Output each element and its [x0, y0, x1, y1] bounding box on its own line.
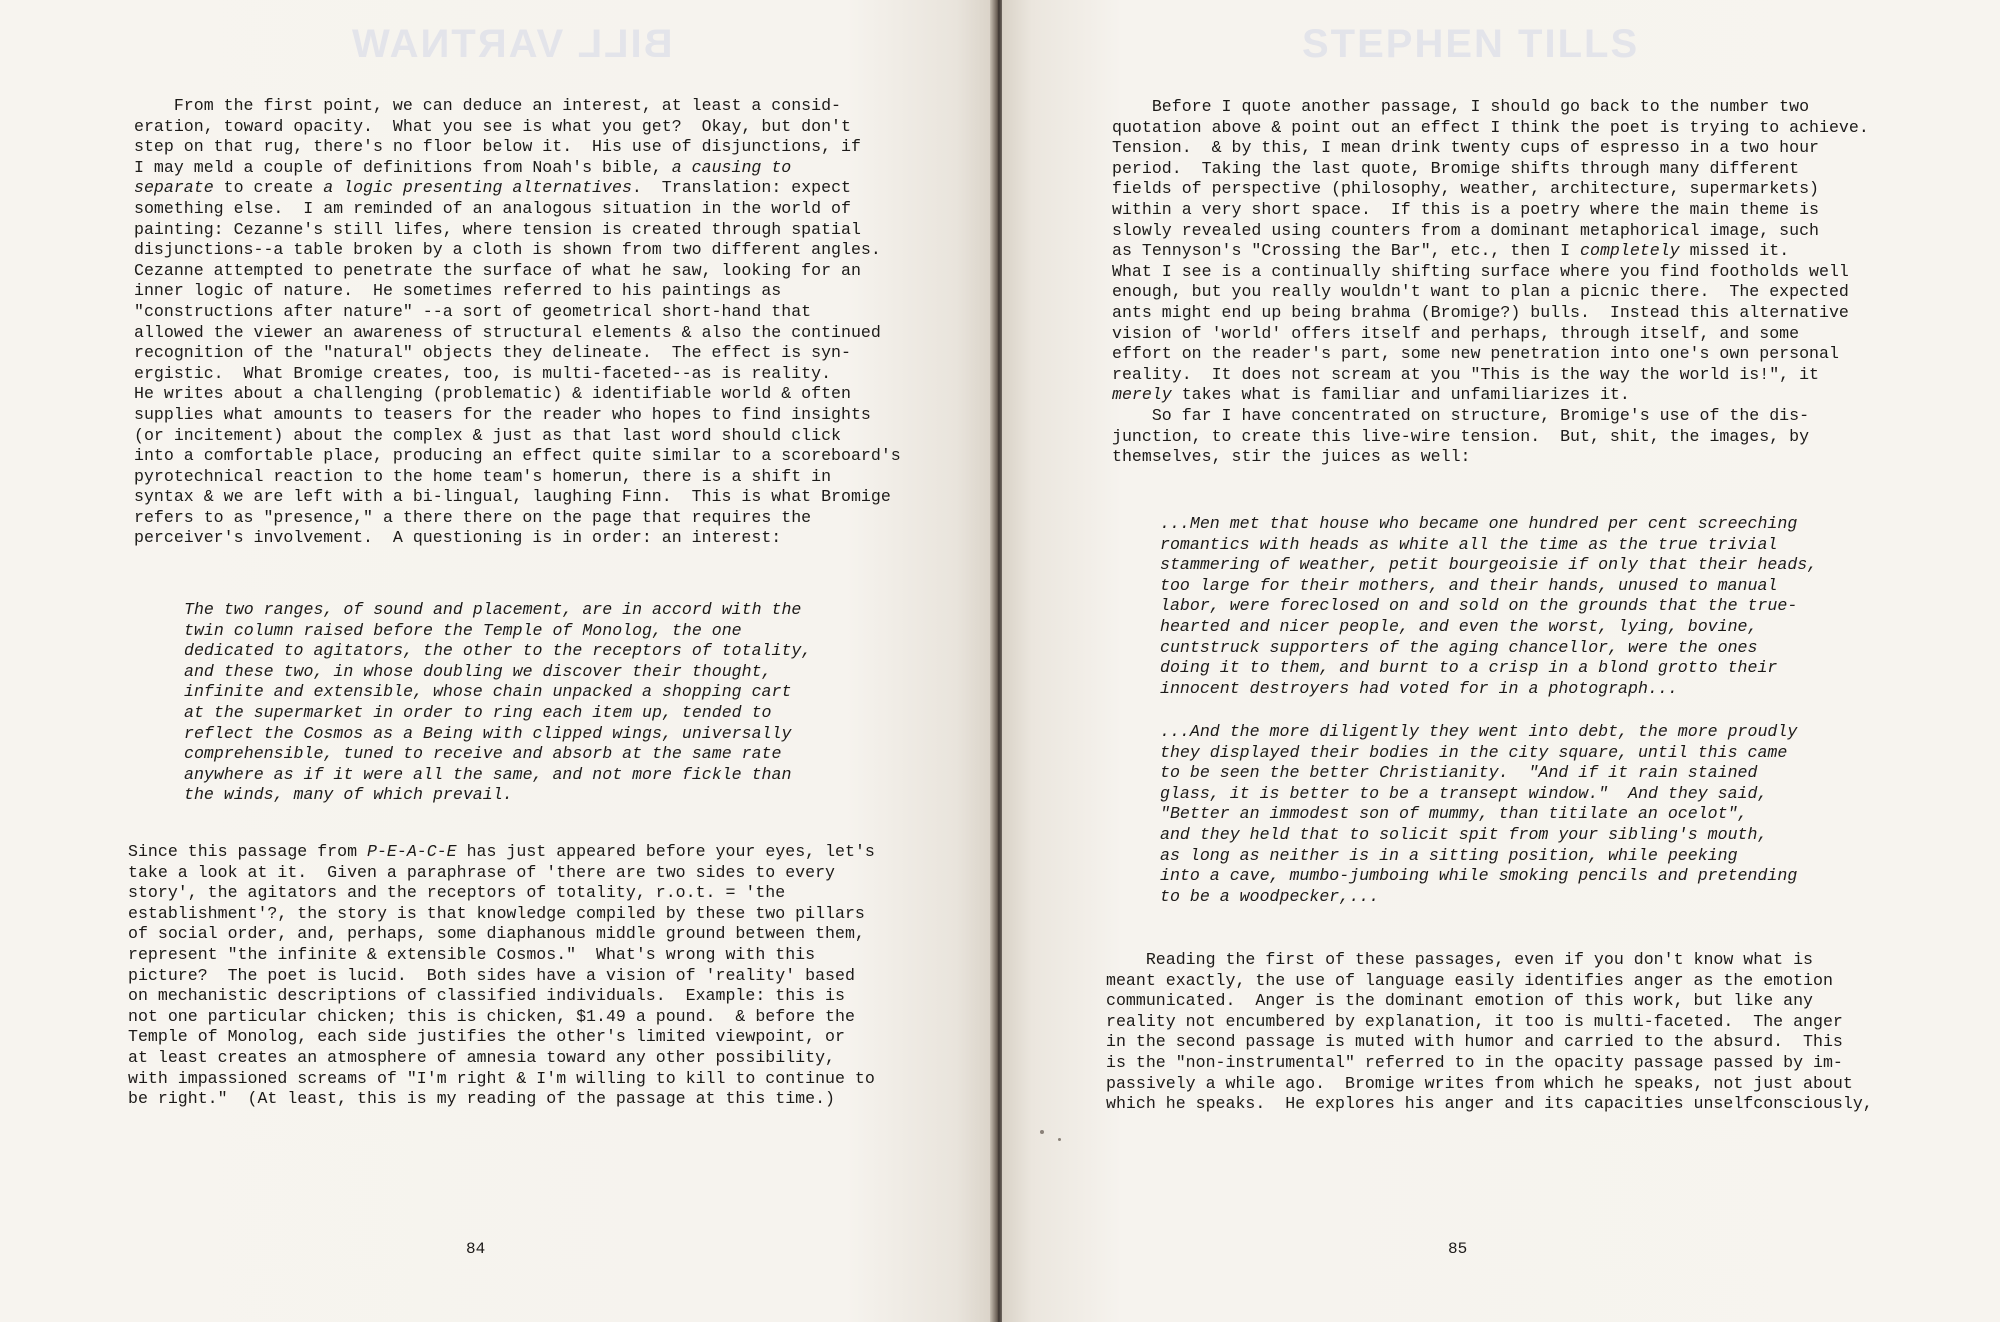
- text-run: So far I have concentrated on structure, Bromige's use of the dis-: [1112, 405, 1810, 425]
- text-line: [134, 302, 901, 323]
- text-run: And they said,: [1608, 783, 1768, 803]
- text-line: comprehensible, tuned to receive and absorb at the same rate: [184, 744, 782, 764]
- show-through-heading: STEPHEN TILLS: [1302, 22, 1640, 66]
- text-run: perceiver's involvement. A questioning is in order: an interest:: [134, 528, 782, 548]
- text-run: which he speaks. He explores his anger and its capacities unselfconsciously,: [1106, 1094, 1873, 1114]
- text-run: communicated. Anger is the dominant emotion of this work, but like any: [1106, 991, 1814, 1011]
- text-run: "constructions after nature" --a sort of geometrical short-hand that: [134, 301, 812, 321]
- text-line: [1160, 825, 1797, 846]
- text-line: [1160, 784, 1797, 805]
- text-run: into a comfortable place, producing an effect quite similar to a scoreboard's: [134, 446, 901, 466]
- text-run: Tension. & by this, I mean drink twenty cups of espresso in a two hour: [1112, 138, 1820, 158]
- text-line: [128, 1069, 875, 1090]
- text-line: [134, 220, 901, 241]
- text-line: [134, 343, 901, 364]
- text-line: [1112, 303, 1869, 324]
- text-line: [1106, 1094, 1873, 1115]
- text-line: [134, 508, 901, 529]
- text-line: [1106, 1012, 1873, 1033]
- text-line: [134, 446, 901, 467]
- text-line: labor, were foreclosed on and sold on the grounds that the true-: [1160, 596, 1798, 616]
- text-line: [1112, 344, 1869, 365]
- text-line: [128, 1048, 875, 1069]
- paper-speck: [1058, 1138, 1061, 1141]
- text-run: meant exactly, the use of language easily identifies anger as the emotion: [1106, 970, 1833, 990]
- paragraph: [1106, 950, 1873, 1115]
- text-run: themselves, stir the juices as well:: [1112, 447, 1471, 467]
- text-line: [134, 528, 901, 549]
- text-line: [1112, 447, 1869, 468]
- text-run: I may meld a couple of definitions from Noah's bible,: [134, 157, 672, 177]
- text-line: [128, 842, 875, 863]
- paragraph: [128, 842, 875, 1110]
- text-line: [128, 1007, 875, 1028]
- text-run: on mechanistic descriptions of classified individuals. Example: this is: [128, 986, 845, 1006]
- page-number: 85: [1448, 1240, 1468, 1258]
- paragraph: [1112, 97, 1869, 468]
- text-run: be right." (At least, this is my reading of the passage at this time.): [128, 1089, 836, 1109]
- text-line: [1112, 221, 1869, 242]
- text-line: [128, 863, 875, 884]
- text-line: [1106, 991, 1873, 1012]
- text-line: [1112, 282, 1869, 303]
- text-run: From the first point, we can deduce an interest, at least a consid-: [134, 96, 842, 115]
- text-run: recognition of the "natural" objects they delineate. The effect is syn-: [134, 343, 851, 363]
- page-number: 84: [466, 1240, 486, 1258]
- show-through-heading: BILL VARTNAW: [350, 22, 673, 66]
- text-run: into a cave, mumbo-jumboing while smoking pencils and pretending: [1160, 866, 1798, 886]
- text-run: "And if it rain stained: [1508, 763, 1758, 783]
- text-line: [1160, 722, 1797, 743]
- text-line: [134, 158, 901, 179]
- text-line: romantics with heads as white all the time as the true trivial: [1160, 534, 1778, 554]
- text-run: Since this passage from: [128, 842, 367, 861]
- text-line: [1106, 950, 1873, 971]
- text-run: ants might end up being brahma (Bromige?) bulls. Instead this alternative: [1112, 302, 1849, 322]
- text-line: and these two, in whose doubling we discover their thought,: [184, 661, 772, 681]
- text-line: ...Men met that house who became one hundred per cent screeching: [1160, 514, 1798, 533]
- text-run: quotation above & point out an effect I think the poet is trying to achieve.: [1112, 117, 1869, 137]
- text-run: represent "the infinite & extensible Cosmos." What's wrong with this: [128, 944, 816, 964]
- text-line: [128, 924, 875, 945]
- text-run: of social order, and, perhaps, some diaphanous middle ground between them,: [128, 924, 865, 944]
- text-line: [128, 883, 875, 904]
- text-line: [1106, 1074, 1873, 1095]
- text-line: [1112, 406, 1869, 427]
- text-line: [1112, 324, 1869, 345]
- text-run: Cezanne attempted to penetrate the surface of what he saw, looking for an: [134, 260, 861, 280]
- text-line: [1160, 887, 1797, 908]
- text-line: [1160, 763, 1797, 784]
- text-run: What I see is a continually shifting surface where you find footholds well: [1112, 261, 1849, 281]
- text-line: [134, 117, 901, 138]
- text-line: [1112, 241, 1869, 262]
- text-line: [1160, 866, 1797, 887]
- text-run: refers to as "presence," a there there on the page that requires the: [134, 507, 812, 527]
- text-line: [1160, 804, 1797, 825]
- text-line: [134, 96, 901, 117]
- paragraph: [134, 96, 901, 549]
- text-run: completely: [1580, 241, 1680, 261]
- text-line: [1112, 179, 1869, 200]
- right-page: [1002, 0, 2000, 1322]
- text-run: as long as neither is in a sitting position, while peeking: [1160, 845, 1738, 865]
- text-line: [134, 281, 901, 302]
- text-line: [128, 966, 875, 987]
- block-quote: [1160, 722, 1797, 907]
- text-run: eration, toward opacity. What you see is what you get? Okay, but don't: [134, 116, 851, 136]
- text-run: Before I quote another passage, I should go back to the number two: [1112, 97, 1810, 116]
- text-line: [134, 323, 901, 344]
- text-run: reality. It does not scream at you "This is the way the world is!", it: [1112, 364, 1820, 384]
- text-run: to be seen the better Christianity.: [1160, 763, 1509, 783]
- text-run: picture? The poet is lucid. Both sides have a vision of 'reality' based: [128, 965, 855, 985]
- text-run: glass, it is better to be a transept window.": [1160, 783, 1609, 803]
- text-line: [1112, 97, 1869, 118]
- text-line: [1112, 385, 1869, 406]
- text-run: not one particular chicken; this is chicken, $1.49 a pound. & before the: [128, 1006, 855, 1026]
- text-run: takes what is familiar and unfamiliarizes it.: [1171, 385, 1630, 405]
- text-line: [128, 1089, 875, 1110]
- text-line: [1160, 846, 1797, 867]
- text-line: stammering of weather, petit bourgeoisie if only that their heads,: [1160, 555, 1818, 575]
- text-line: [128, 904, 875, 925]
- text-run: fields of perspective (philosophy, weather, architecture, supermarkets): [1112, 179, 1820, 199]
- text-run: vision of 'world' offers itself and perhaps, through itself, and some: [1112, 323, 1800, 343]
- text-run: ergistic. What Bromige creates, too, is multi-faceted--as is reality.: [134, 363, 832, 383]
- text-line: innocent destroyers had voted for in a photograph...: [1160, 678, 1678, 698]
- text-run: a causing to: [671, 157, 792, 177]
- text-run: as Tennyson's "Crossing the Bar", etc., then I: [1112, 241, 1581, 261]
- text-run: Reading the first of these passages, even if you don't know what is: [1106, 950, 1814, 969]
- text-line: [1112, 200, 1869, 221]
- text-line: [1106, 1032, 1873, 1053]
- text-line: at the supermarket in order to ring each item up, tended to: [184, 702, 772, 722]
- paper-speck: [1040, 1130, 1044, 1134]
- text-run: pyrotechnical reaction to the home team's homerun, there is a shift in: [134, 466, 832, 486]
- text-line: [134, 261, 901, 282]
- text-run: take a look at it. Given a paraphrase of 'there are two sides to every: [128, 862, 836, 882]
- text-run: inner logic of nature. He sometimes referred to his paintings as: [134, 281, 782, 301]
- text-line: [134, 405, 901, 426]
- text-line: [134, 426, 901, 447]
- text-run: disjunctions--a table broken by a cloth is shown from two different angles.: [134, 240, 881, 260]
- text-line: [134, 364, 901, 385]
- text-run: a logic presenting alternatives: [323, 178, 632, 198]
- text-run: allowed the viewer an awareness of structural elements & also the continued: [134, 322, 881, 342]
- text-line: [128, 1027, 875, 1048]
- text-run: painting: Cezanne's still lifes, where tension is created through spatial: [134, 219, 861, 239]
- text-line: hearted and nicer people, and even the worst, lying, bovine,: [1160, 616, 1758, 636]
- text-line: [134, 384, 901, 405]
- text-run: "Better an immodest son of mummy, than titilate an ocelot",: [1160, 804, 1748, 824]
- text-line: [1160, 743, 1797, 764]
- text-run: they displayed their bodies in the city square, until this came: [1160, 742, 1788, 762]
- text-line: twin column raised before the Temple of Monolog, the one: [184, 620, 742, 640]
- text-line: [134, 199, 901, 220]
- text-run: syntax & we are left with a bi-lingual, laughing Finn. This is what Bromige: [134, 487, 891, 507]
- text-line: [128, 945, 875, 966]
- text-line: [134, 467, 901, 488]
- text-line: [1106, 1053, 1873, 1074]
- text-line: [1106, 971, 1873, 992]
- text-run: separate: [134, 178, 214, 198]
- text-run: step on that rug, there's no floor below it. His use of disjunctions, if: [134, 137, 861, 157]
- text-run: Temple of Monolog, each side justifies the other's limited viewpoint, or: [128, 1027, 845, 1047]
- text-run: something else. I am reminded of an analogous situation in the world of: [134, 198, 851, 218]
- text-line: [1112, 159, 1869, 180]
- text-line: [1112, 365, 1869, 386]
- text-run: has just appeared before your eyes, let's: [456, 842, 875, 861]
- text-run: story', the agitators and the receptors of totality, r.o.t. = 'the: [128, 883, 786, 903]
- text-run: supplies what amounts to teasers for the reader who hopes to find insights: [134, 404, 871, 424]
- text-run: enough, but you really wouldn't want to plan a picnic there. The expected: [1112, 282, 1849, 302]
- left-page: [0, 0, 996, 1322]
- text-line: [134, 240, 901, 261]
- text-run: at least creates an atmosphere of amnesia toward any other possibility,: [128, 1047, 836, 1067]
- text-run: (or incitement) about the complex & just as that last word should click: [134, 425, 842, 445]
- text-run: P-E-A-C-E: [367, 842, 457, 861]
- text-run: establishment'?, the story is that knowledge compiled by these two pillars: [128, 903, 865, 923]
- text-line: too large for their mothers, and their hands, unused to manual: [1160, 575, 1778, 595]
- text-line: The two ranges, of sound and placement, are in accord with the: [184, 600, 802, 619]
- text-run: is the "non-instrumental" referred to in the opacity passage passed by im-: [1106, 1052, 1843, 1072]
- text-line: infinite and extensible, whose chain unpacked a shopping cart: [184, 682, 792, 702]
- text-line: reflect the Cosmos as a Being with clipped wings, universally: [184, 723, 792, 743]
- text-run: with impassioned screams of "I'm right & I'm willing to kill to continue to: [128, 1068, 875, 1088]
- block-quote: [184, 600, 811, 806]
- text-line: dedicated to agitators, the other to the receptors of totality,: [184, 641, 812, 661]
- text-line: [134, 178, 901, 199]
- text-run: in the second passage is muted with humor and carried to the absurd. This: [1106, 1032, 1843, 1052]
- text-line: the winds, many of which prevail.: [184, 785, 513, 805]
- text-run: effort on the reader's part, some new penetration into one's own personal: [1112, 344, 1839, 364]
- text-run: and they held that to solicit spit from your sibling's mouth,: [1160, 824, 1768, 844]
- text-run: reality not encumbered by explanation, it too is multi-faceted. The anger: [1106, 1011, 1843, 1031]
- text-run: passively a while ago. Bromige writes from which he speaks, not just about: [1106, 1073, 1853, 1093]
- text-run: He writes about a challenging (problematic) & identifiable world & often: [134, 384, 851, 404]
- text-line: cuntstruck supporters of the aging chancellor, were the ones: [1160, 637, 1758, 657]
- text-run: junction, to create this live-wire tension. But, shit, the images, by: [1112, 426, 1810, 446]
- text-run: to create: [213, 178, 324, 198]
- text-line: anywhere as if it were all the same, and not more fickle than: [184, 764, 792, 784]
- text-run: slowly revealed using counters from a dominant metaphorical image, such: [1112, 220, 1820, 240]
- text-run: merely: [1112, 385, 1172, 405]
- text-run: . Translation: expect: [631, 178, 851, 198]
- text-line: doing it to them, and burnt to a crisp in a blond grotto their: [1160, 658, 1778, 678]
- text-line: [128, 986, 875, 1007]
- text-run: to be a woodpecker,...: [1160, 886, 1380, 906]
- text-run: within a very short space. If this is a poetry where the main theme is: [1112, 199, 1820, 219]
- text-run: ...And the more diligently they went into debt, the more proudly: [1160, 722, 1798, 741]
- block-quote: [1160, 514, 1817, 699]
- text-run: missed it.: [1679, 241, 1790, 261]
- text-line: [1112, 427, 1869, 448]
- text-line: [1112, 118, 1869, 139]
- text-line: [1112, 262, 1869, 283]
- text-run: period. Taking the last quote, Bromige shifts through many different: [1112, 158, 1800, 178]
- text-line: [1112, 138, 1869, 159]
- text-line: [134, 137, 901, 158]
- text-line: [134, 487, 901, 508]
